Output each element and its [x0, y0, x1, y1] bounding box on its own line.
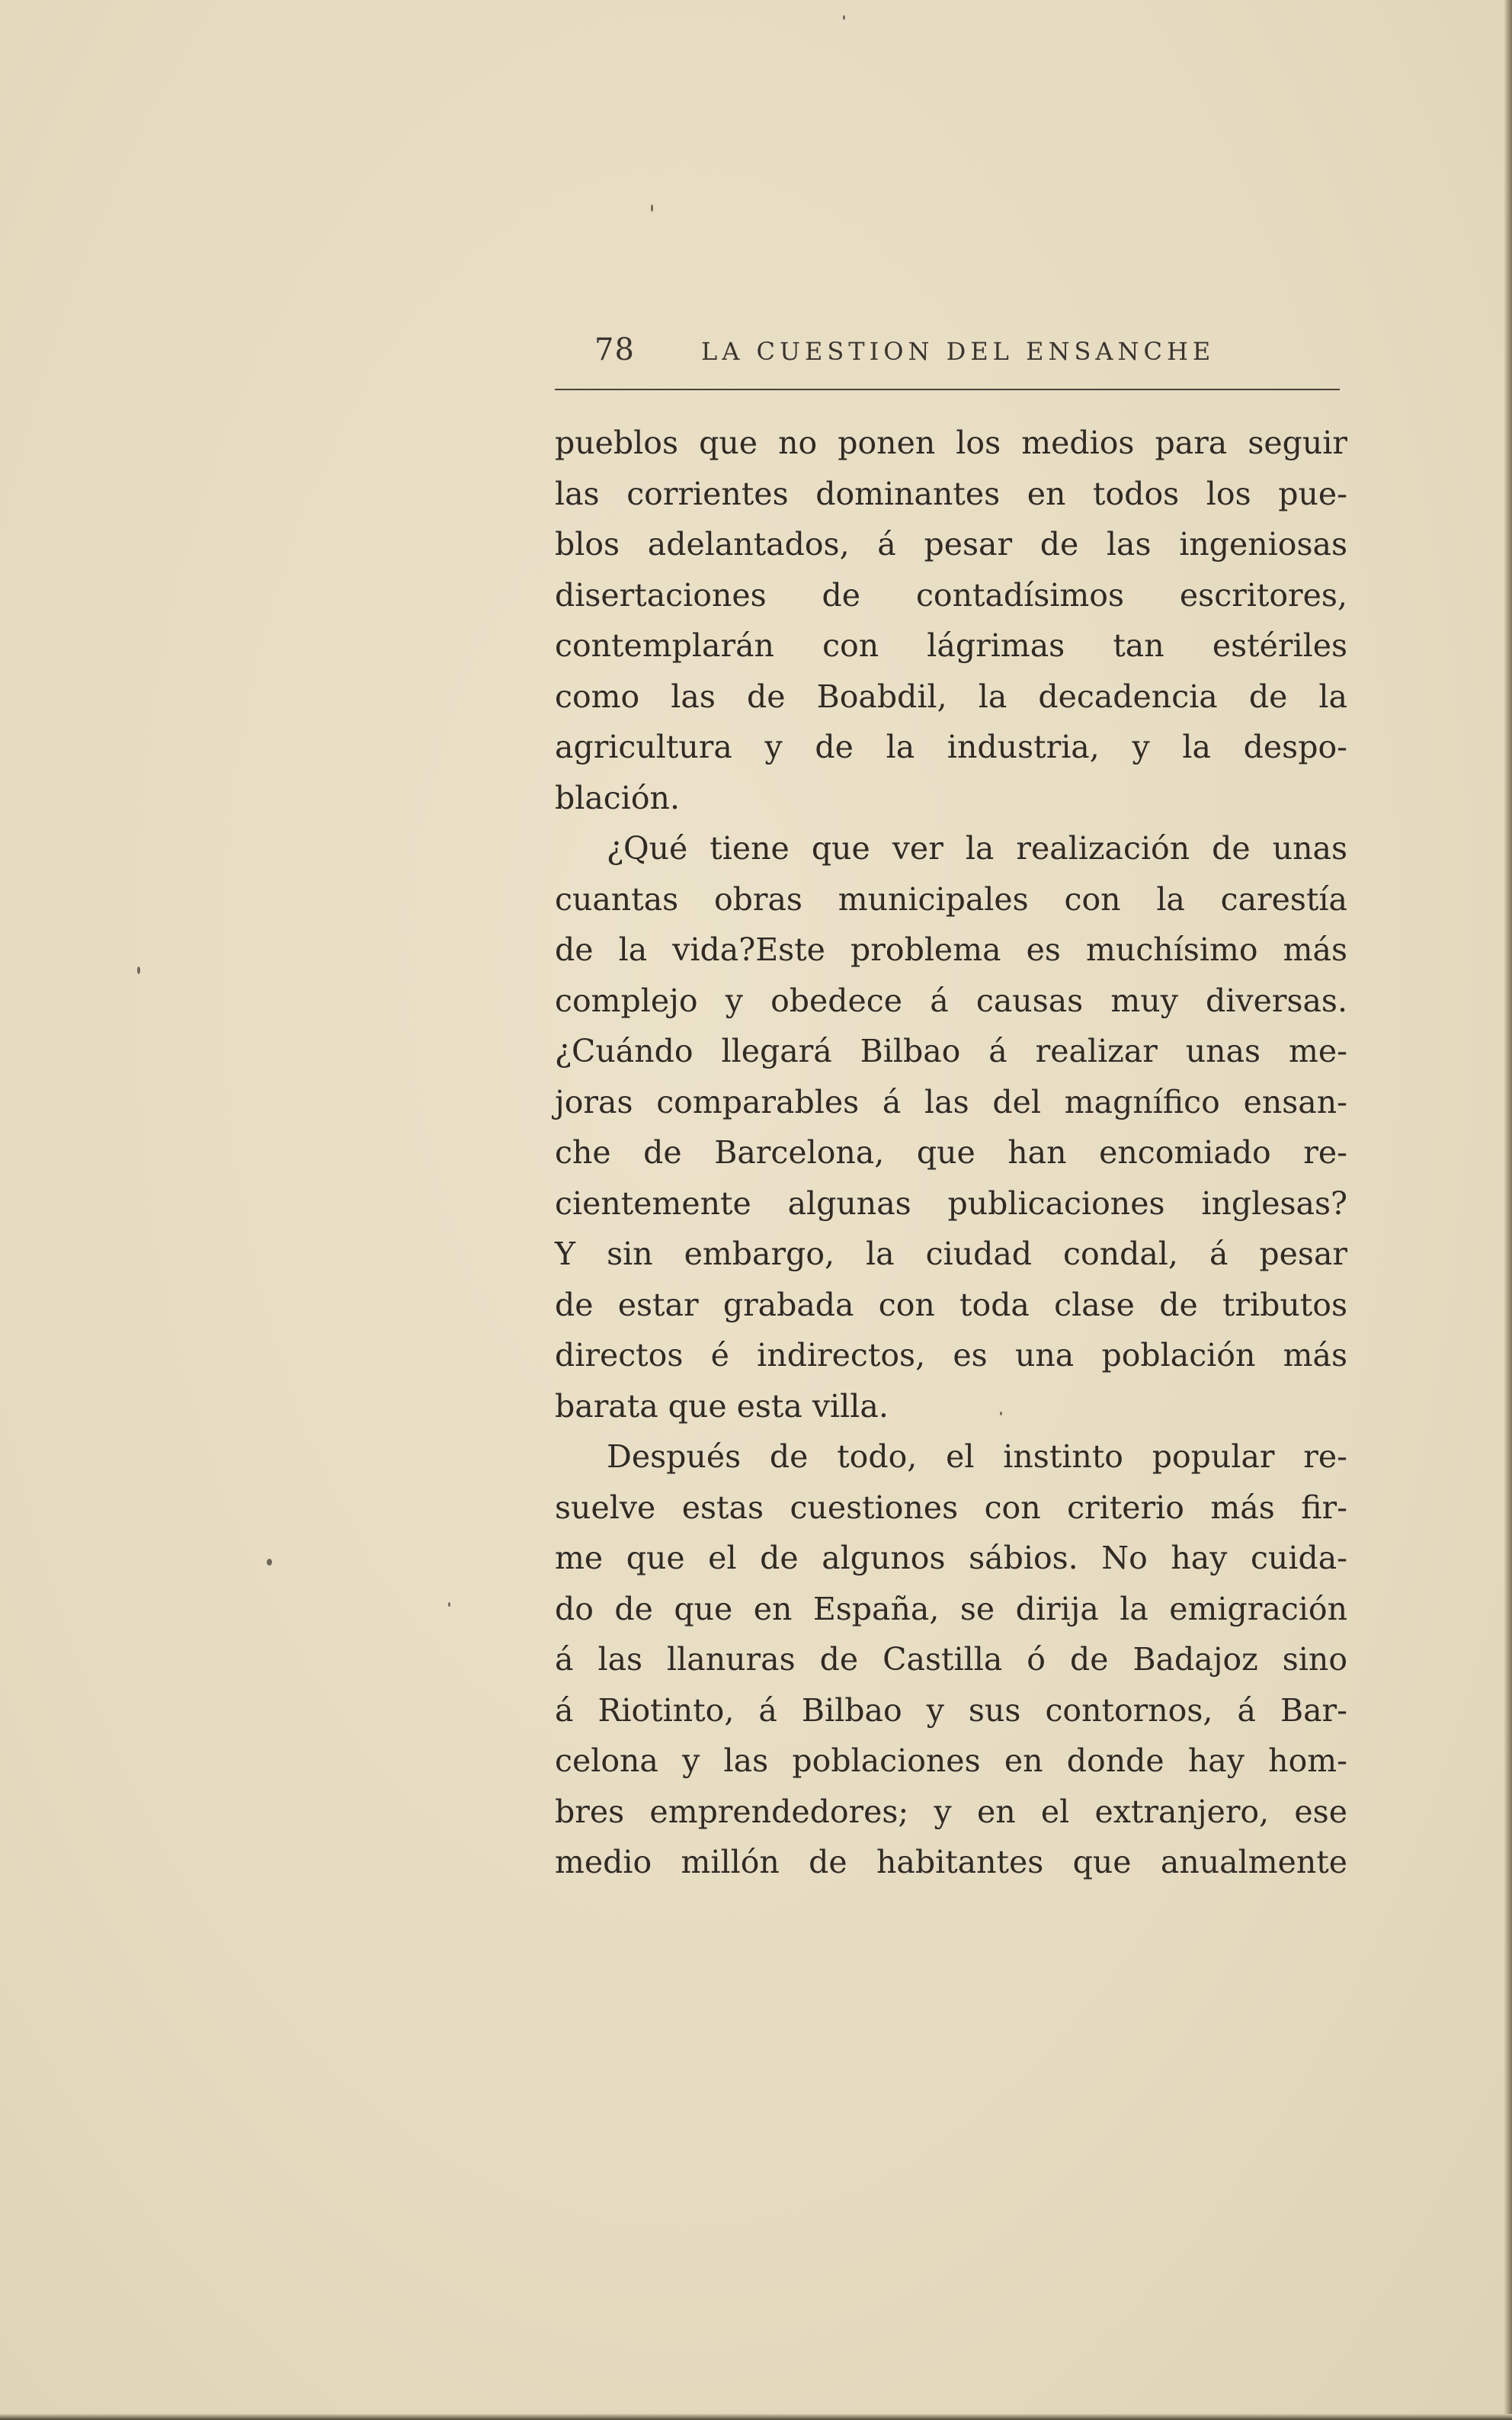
text-line: cientemente algunas publicaciones inglesas?	[555, 1184, 1347, 1222]
running-title: LA CUESTION DEL ENSANCHE	[701, 337, 1216, 366]
text-line: pueblos que no ponen los medios para seguir	[555, 425, 1347, 461]
paper-speck	[843, 15, 845, 20]
text-line: barata que esta villa.	[555, 1387, 889, 1425]
text-line: che de Barcelona, que han encomiado re-	[555, 1134, 1347, 1171]
text-line: contemplarán con lágrimas tan estériles	[555, 627, 1347, 664]
text-line: me que el de algunos sábios. No hay cuida-	[555, 1540, 1347, 1576]
paper-speck	[448, 1602, 450, 1607]
text-line: complejo y obedece á causas muy diversas.	[555, 982, 1347, 1019]
text-line: á las llanuras de Castilla ó de Badajoz sino	[555, 1641, 1347, 1678]
text-line: ¿Cuándo llegará Bilbao á realizar unas me-	[555, 1033, 1347, 1069]
text-line: de estar grabada con toda clase de tributos	[555, 1286, 1347, 1323]
text-line: cuantas obras municipales con la carestía	[555, 880, 1347, 918]
text-line: bres emprendedores; y en el extranjero, ese	[555, 1793, 1347, 1830]
paper-speck	[137, 966, 140, 974]
text-line: Y sin embargo, la ciudad condal, á pesar	[555, 1236, 1347, 1272]
text-line: blos adelantados, á pesar de las ingeniosas	[555, 526, 1347, 563]
text-line: disertaciones de contadísimos escritores,	[555, 576, 1347, 614]
paper-speck	[267, 1559, 272, 1566]
paper-speck	[651, 204, 653, 212]
text-line: medio millón de habitantes que anualmente	[555, 1844, 1347, 1880]
text-line: directos é indirectos, es una población más	[555, 1337, 1347, 1373]
page-number: 78	[594, 332, 635, 367]
text-line: suelve estas cuestiones con criterio más fir-	[555, 1489, 1347, 1526]
text-line: de la vida?Este problema es muchísimo más	[555, 931, 1347, 968]
text-line: do de que en España, se dirija la emigración	[555, 1590, 1347, 1627]
text-line: á Riotinto, á Bilbao y sus contornos, á Bar-	[555, 1691, 1347, 1729]
text-line: Después de todo, el instinto popular re-	[607, 1438, 1347, 1475]
text-line: joras comparables á las del magnífico ensan-	[555, 1083, 1347, 1120]
text-line: las corrientes dominantes en todos los pue-	[555, 475, 1347, 512]
page-bottom-edge	[0, 2414, 1512, 2420]
text-line: agricultura y de la industria, y la despo-	[555, 729, 1347, 765]
running-header	[555, 332, 1340, 378]
text-line: ¿Qué tiene que ver la realización de unas	[607, 830, 1347, 867]
body-text	[555, 418, 1347, 1888]
header-rule	[555, 389, 1340, 390]
text-line: como las de Boabdil, la decadencia de la	[555, 678, 1347, 715]
page-right-edge	[1504, 0, 1512, 2420]
text-line: blación.	[555, 779, 680, 816]
text-line: celona y las poblaciones en donde hay hom-	[555, 1742, 1347, 1779]
